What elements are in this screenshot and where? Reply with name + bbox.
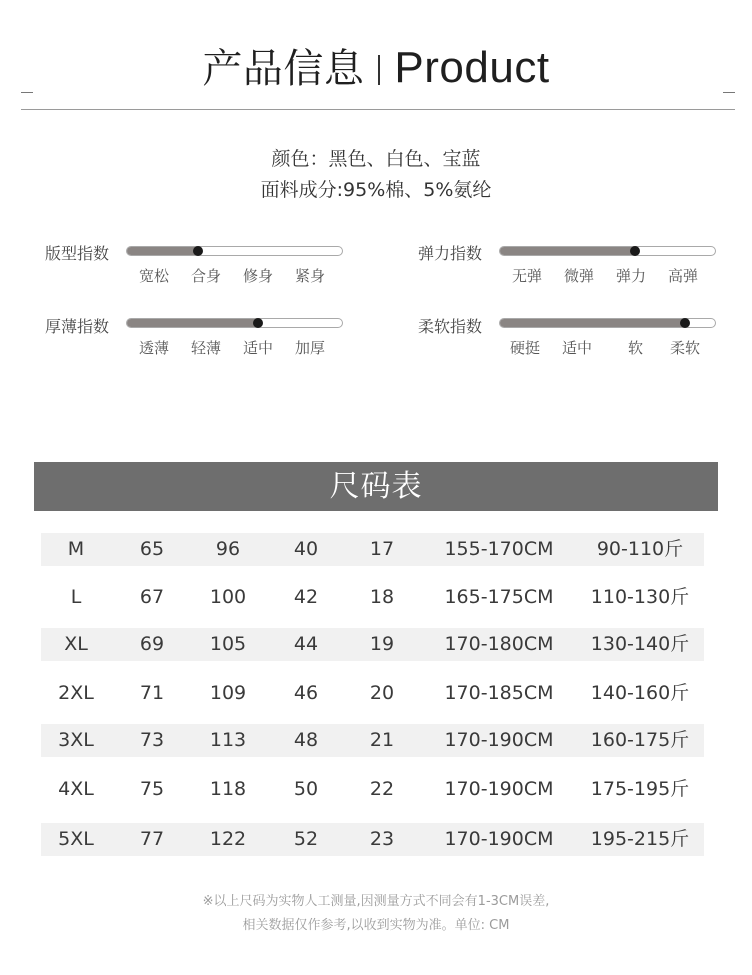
table-cell: 109 xyxy=(209,682,247,704)
table-row xyxy=(41,773,704,806)
table-cell: 4XL xyxy=(58,778,94,800)
table-cell: XL xyxy=(64,633,88,655)
table-row xyxy=(41,533,704,566)
thickness-option: 适中 xyxy=(243,339,274,357)
table-cell: 155-170CM xyxy=(444,538,554,560)
fit-option: 修身 xyxy=(243,267,274,285)
table-cell: 96 xyxy=(215,538,241,560)
title-cn: 产品信息 xyxy=(202,46,365,92)
table-row xyxy=(41,628,704,661)
measurement-note-line2: 相关数据仅作参考,以收到实物为准。单位: CM xyxy=(242,918,510,933)
fit-option: 紧身 xyxy=(295,267,326,285)
thickness-option: 加厚 xyxy=(295,339,326,357)
table-cell: 110-130斤 xyxy=(590,586,690,608)
table-cell: 50 xyxy=(293,778,319,800)
fabric-info: 面料成分:95%棉、5%氨纶 xyxy=(260,179,492,201)
table-cell: 122 xyxy=(209,828,247,850)
table-cell: 19 xyxy=(369,633,395,655)
table-cell: 170-190CM xyxy=(444,778,554,800)
table-cell: 17 xyxy=(369,538,395,560)
fit-index-slider xyxy=(126,246,343,256)
table-cell: 90-110斤 xyxy=(596,538,684,560)
table-row xyxy=(41,823,704,856)
elasticity-index-slider xyxy=(499,246,716,256)
title-en: Product xyxy=(394,43,550,92)
thickness-index-label: 厚薄指数 xyxy=(45,317,110,336)
measurement-note-line1: ※以上尺码为实物人工测量,因测量方式不同会有1-3CM误差, xyxy=(202,894,550,909)
table-cell: 170-190CM xyxy=(444,729,554,751)
table-cell: 105 xyxy=(209,633,247,655)
table-cell: 195-215斤 xyxy=(590,828,690,850)
fit-option: 合身 xyxy=(191,267,222,285)
table-cell: 20 xyxy=(369,682,395,704)
slider-fill xyxy=(127,319,258,327)
slider-fill xyxy=(127,247,198,255)
slider-fill xyxy=(500,319,685,327)
table-cell: 3XL xyxy=(58,729,94,751)
table-cell: 140-160斤 xyxy=(590,682,690,704)
right-tick-mark xyxy=(723,92,735,93)
softness-option: 柔软 xyxy=(670,339,701,357)
table-cell: 175-195斤 xyxy=(590,778,690,800)
table-cell: 71 xyxy=(139,682,165,704)
softness-option: 硬挺 xyxy=(510,339,541,357)
table-cell: 67 xyxy=(139,586,165,608)
elasticity-index-label: 弹力指数 xyxy=(418,244,483,263)
table-cell: 65 xyxy=(139,538,165,560)
table-row xyxy=(41,677,704,710)
table-cell: 42 xyxy=(293,586,319,608)
softness-option: 适中 xyxy=(562,339,593,357)
elasticity-option: 无弹 xyxy=(512,267,543,285)
header-divider xyxy=(21,109,735,110)
slider-knob xyxy=(630,246,640,256)
color-info: 颜色：黑色、白色、宝蓝 xyxy=(271,148,481,170)
left-tick-mark xyxy=(21,92,33,93)
table-cell: 160-175斤 xyxy=(590,729,690,751)
page-title xyxy=(0,40,752,97)
table-cell: M xyxy=(67,538,85,560)
table-cell: 77 xyxy=(139,828,165,850)
slider-knob xyxy=(680,318,690,328)
table-cell: 165-175CM xyxy=(444,586,554,608)
table-cell: 5XL xyxy=(58,828,94,850)
table-row xyxy=(41,724,704,757)
fit-option: 宽松 xyxy=(139,267,170,285)
table-cell: 170-190CM xyxy=(444,828,554,850)
thickness-option: 透薄 xyxy=(139,339,170,357)
table-cell: 100 xyxy=(209,586,247,608)
title-divider xyxy=(378,55,380,85)
table-cell: 23 xyxy=(369,828,395,850)
table-cell: 40 xyxy=(293,538,319,560)
table-cell: 75 xyxy=(139,778,165,800)
softness-index-label: 柔软指数 xyxy=(418,317,483,336)
softness-option: 软 xyxy=(628,339,644,357)
elasticity-option: 弹力 xyxy=(616,267,647,285)
slider-fill xyxy=(500,247,635,255)
size-chart-title: 尺码表 xyxy=(329,469,423,504)
thickness-option: 轻薄 xyxy=(191,339,222,357)
slider-knob xyxy=(193,246,203,256)
table-cell: 2XL xyxy=(58,682,94,704)
thickness-index-slider xyxy=(126,318,343,328)
elasticity-option: 微弹 xyxy=(564,267,595,285)
softness-index-slider xyxy=(499,318,716,328)
table-cell: 118 xyxy=(209,778,247,800)
fit-index-label: 版型指数 xyxy=(45,244,110,263)
table-cell: 69 xyxy=(139,633,165,655)
table-cell: 21 xyxy=(369,729,395,751)
table-cell: 130-140斤 xyxy=(590,633,690,655)
table-cell: 22 xyxy=(369,778,395,800)
table-cell: 18 xyxy=(369,586,395,608)
table-cell: 48 xyxy=(293,729,319,751)
table-cell: 170-180CM xyxy=(444,633,554,655)
table-row xyxy=(41,581,704,614)
table-cell: 46 xyxy=(293,682,319,704)
table-cell: 44 xyxy=(293,633,319,655)
table-cell: 113 xyxy=(209,729,247,751)
elasticity-option: 高弹 xyxy=(668,267,699,285)
table-cell: L xyxy=(70,586,82,608)
table-cell: 170-185CM xyxy=(444,682,554,704)
slider-knob xyxy=(253,318,263,328)
table-cell: 52 xyxy=(293,828,319,850)
table-cell: 73 xyxy=(139,729,165,751)
